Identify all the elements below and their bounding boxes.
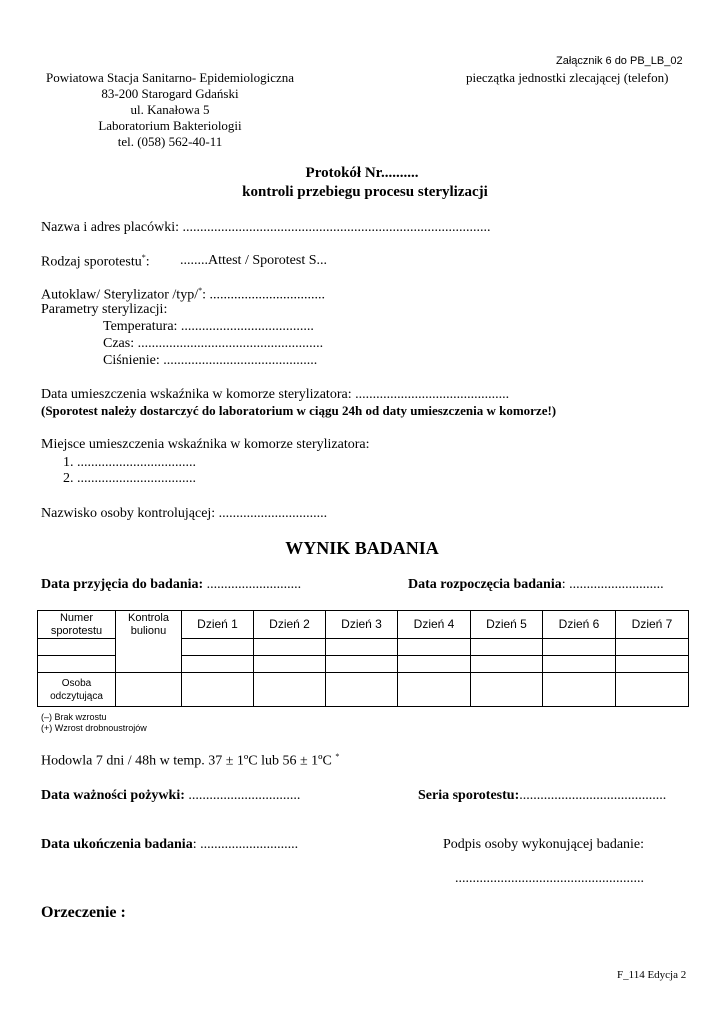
table-cell[interactable] [398, 673, 471, 707]
header-day: Dzień 1 [182, 611, 254, 639]
stamp-label: pieczątka jednostki zlecającej (telefon) [466, 70, 669, 85]
table-cell[interactable] [38, 656, 116, 673]
placement-label: Miejsce umieszczenia wskaźnika w komorze sterylizatora: [41, 437, 370, 452]
result-heading: WYNIK BADANIA [285, 538, 439, 558]
autoclave-field[interactable] [41, 286, 325, 304]
delivery-warning: (Sporotest należy dostarczyć do laboratorium w ciągu 24h od daty umieszczenia w komorze!) [41, 403, 557, 418]
protocol-subtitle: kontroli przebiegu procesu sterylizacji [242, 184, 488, 200]
table-cell[interactable] [116, 673, 182, 707]
facility-field[interactable]: Nazwa i adres placówki: ........................................................................................ [41, 220, 491, 235]
sporotest-value[interactable]: ........Attest / Sporotest S... [180, 253, 328, 268]
table-cell[interactable] [182, 639, 254, 656]
table-cell[interactable] [38, 639, 116, 656]
attachment-note: Załącznik 6 do PB_LB_02 [556, 55, 683, 67]
footnote-mark: * [198, 286, 203, 295]
autoclave-value: : ................................. [202, 287, 325, 303]
table-cell[interactable] [326, 656, 398, 673]
table-row [38, 673, 689, 707]
table-cell[interactable] [471, 656, 543, 673]
verdict-label: Orzeczenie : [41, 904, 126, 921]
header-control: Kontrola bulionu [116, 611, 182, 673]
pressure-field[interactable]: Ciśnienie: ............................................ [103, 353, 318, 368]
table-cell[interactable] [254, 656, 326, 673]
start-value: : ........................... [561, 577, 664, 592]
table-cell[interactable] [543, 639, 616, 656]
controller-field[interactable]: Nazwisko osoby kontrolującej: ............................... [41, 506, 328, 521]
received-date-field[interactable] [41, 577, 301, 593]
placement-item-1[interactable]: 1. .................................. [63, 455, 196, 470]
medium-value: ................................ [184, 788, 301, 803]
table-cell[interactable] [543, 656, 616, 673]
temperature-field[interactable]: Temperatura: ...................................... [103, 319, 314, 334]
date-placed-field[interactable]: Data umieszczenia wskaźnika w komorze sterylizatora: ............................................ [41, 387, 510, 402]
address-line: Powiatowa Stacja Sanitarno- Epidemiologiczna [45, 70, 294, 85]
header-day: Dzień 2 [254, 611, 326, 639]
received-label: Data przyjęcia do badania: [41, 577, 204, 592]
sporotest-label: Rodzaj sporotestu [41, 254, 142, 270]
table-cell[interactable] [182, 673, 254, 707]
footnote-mark: * [141, 253, 146, 262]
header-day: Dzień 3 [326, 611, 398, 639]
sporotest-colon: : [145, 254, 150, 270]
series-label: Seria sporotestu: [418, 788, 520, 803]
time-field[interactable]: Czas: ..................................................... [103, 336, 324, 351]
table-cell[interactable] [616, 673, 689, 707]
reader-cell: Osoba odczytująca [38, 673, 116, 707]
lab-address [40, 70, 300, 150]
address-line: tel. (058) 562-40-11 [117, 134, 223, 149]
address-line: Laboratorium Bakteriologii [98, 118, 242, 133]
address-line: 83-200 Starogard Gdański [101, 86, 239, 101]
table-cell[interactable] [254, 639, 326, 656]
table-cell[interactable] [254, 673, 326, 707]
address-line: ul. Kanałowa 5 [130, 102, 210, 117]
autoclave-label: Autoklaw/ Sterylizator /typ/ [41, 287, 199, 303]
signature-line[interactable]: ...................................................... [455, 871, 644, 886]
footnote-mark: * [335, 752, 340, 761]
legend-no-growth: (–) Brak wzrostu [41, 712, 107, 722]
table-cell[interactable] [182, 656, 254, 673]
form-edition: F_114 Edycja 2 [617, 969, 687, 981]
table-cell[interactable] [471, 639, 543, 656]
start-label: Data rozpoczęcia badania [408, 577, 562, 592]
series-value: .......................................... [519, 788, 667, 803]
start-date-field[interactable] [408, 577, 664, 593]
table-cell[interactable] [398, 656, 471, 673]
signature-label: Podpis osoby wykonującej badanie: [443, 837, 645, 852]
medium-expiry-field[interactable] [41, 788, 300, 804]
table-cell[interactable] [616, 639, 689, 656]
table-cell[interactable] [398, 639, 471, 656]
end-date-field[interactable] [41, 837, 298, 853]
series-field[interactable] [418, 788, 666, 804]
placement-item-2[interactable]: 2. .................................. [63, 471, 196, 486]
table-cell[interactable] [326, 673, 398, 707]
header-number: Numer sporotestu [38, 611, 116, 639]
received-value: ........................... [203, 577, 302, 592]
end-value: : ............................ [192, 837, 299, 852]
legend-growth: (+) Wzrost drobnoustrojów [41, 723, 147, 733]
header-day: Dzień 4 [398, 611, 471, 639]
header-day: Dzień 7 [616, 611, 689, 639]
medium-label: Data ważności pożywki: [41, 788, 185, 803]
end-label: Data ukończenia badania [41, 837, 193, 852]
incubation-info [41, 752, 339, 770]
results-table [37, 610, 689, 707]
table-cell[interactable] [616, 656, 689, 673]
header-day: Dzień 5 [471, 611, 543, 639]
params-label: Parametry sterylizacji: [41, 302, 168, 317]
header-day: Dzień 6 [543, 611, 616, 639]
incubation-text: Hodowla 7 dni / 48h w temp. 37 ± 1ºC lub 56 ± 1ºC [41, 753, 336, 769]
table-header-row [38, 611, 689, 639]
table-cell[interactable] [543, 673, 616, 707]
table-cell[interactable] [326, 639, 398, 656]
table-cell[interactable] [471, 673, 543, 707]
protocol-title: Protokół Nr.......... [305, 165, 419, 181]
sporotest-type-field[interactable] [41, 253, 150, 271]
